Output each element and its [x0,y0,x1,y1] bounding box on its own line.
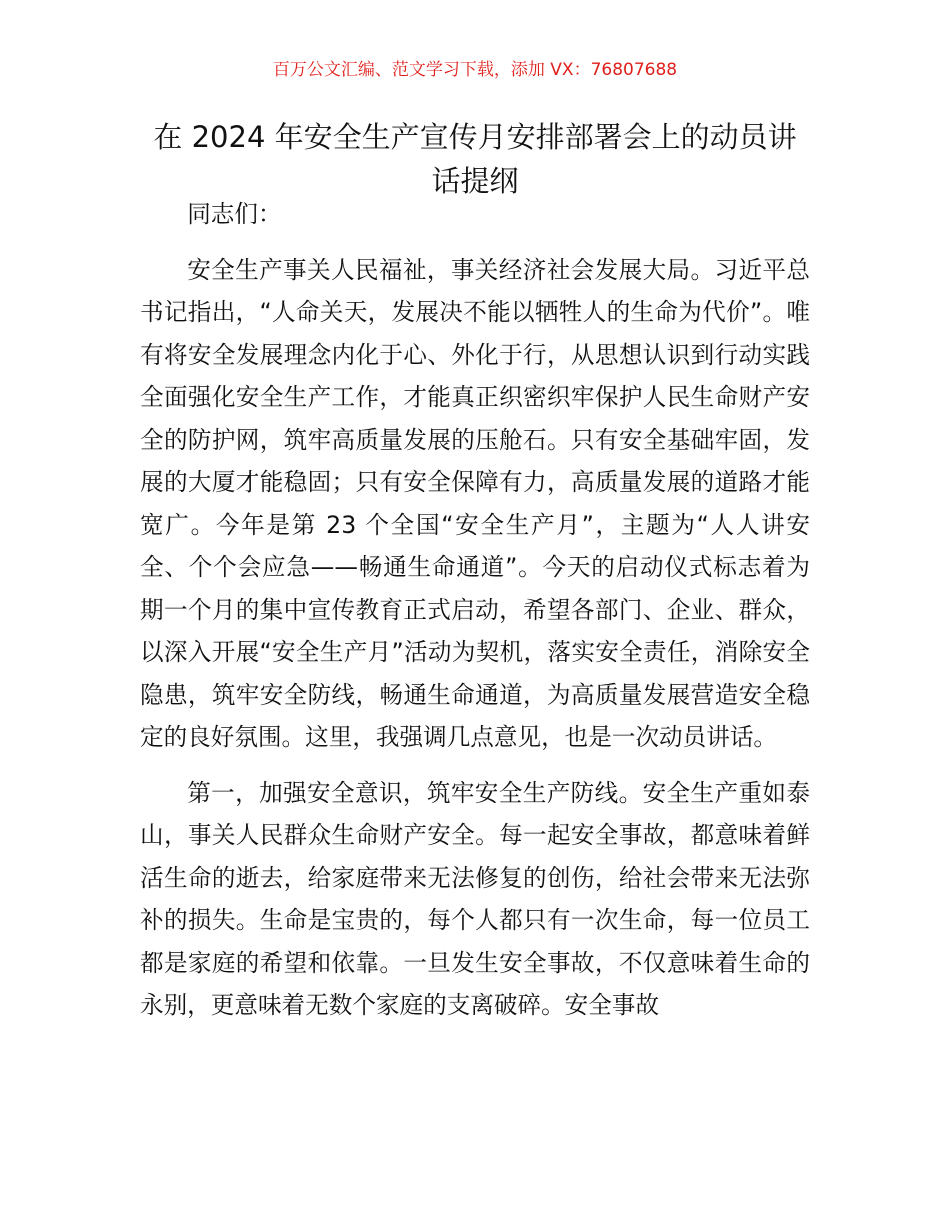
greeting: 同志们： [187,200,282,228]
document-body [140,193,810,1027]
paragraph-point-one: 第一，加强安全意识，筑牢安全生产防线。安全生产重如泰山，事关人民群众生命财产安全。每一起安全事故，都意味着鲜活生命的逝去，给家庭带来无法修复的创伤，给社会带来无法弥补的损失。生命是宝贵的，每个人都只有一次生命，每一位员工都是家庭的希望和依靠。一旦发生安全事故，不仅意味着生命的永别，更意味着无数个家庭的支离破碎。安全事故 [140,778,810,1019]
header-note: 百万公文汇编、范文学习下载，添加 VX：76807688 [272,60,678,80]
paragraph-intro: 安全生产事关人民福祉，事关经济社会发展大局。习近平总书记指出，“人命关天，发展决不能以牺牲人的生命为代价”。唯有将安全发展理念内化于心、外化于行，从思想认识到行动实践全面强化安全生产工作，才能真正织密织牢保护人民生命财产安全的防护网，筑牢高质量发展的压舱石。只有安全基础牢固，发展的大厦才能稳固；只有安全保障有力，高质量发展的道路才能宽广。今年是第 23 个全国“安全生产月”，主题为“人人讲安全、个个会应急——畅通生命通道”。今天的启动仪式标志着为期一个月的集中宣传教育正式启动，希望各部门、企业、群众，以深入开展“安全生产月”活动为契机，落实安全责任，消除安全隐患，筑牢安全防线，畅通生命通道，为高质量发展营造安全稳定的良好氛围。这里，我强调几点意见，也是一次动员讲话。 [140,255,810,751]
document-title: 在 2024 年安全生产宣传月安排部署会上的动员讲话提纲 [153,120,797,198]
